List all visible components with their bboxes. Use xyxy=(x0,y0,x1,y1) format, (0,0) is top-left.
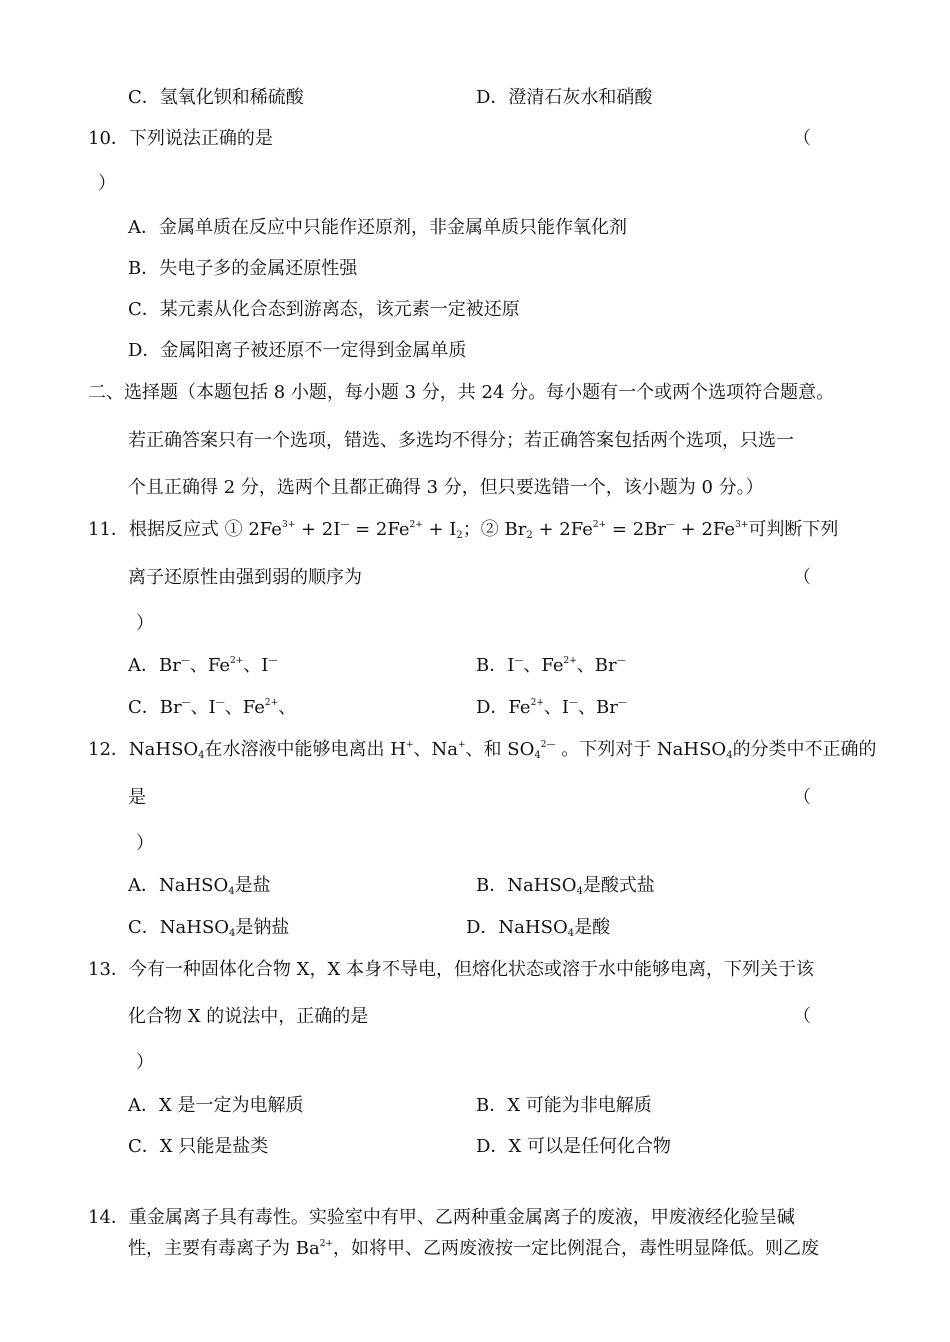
q12-option-c: C．NaHSO$_4$是钠盐 xyxy=(128,917,290,939)
q14-stem-line1: 14．重金属离子具有毒性。实验室中有甲、乙两种重金属离子的废液，甲废液经化验呈碱 xyxy=(88,1207,795,1228)
q11-paren-open: （ xyxy=(793,567,811,588)
q12-stem-line1: 12．NaHSO$_4$在水溶液中能够电离出 H+、Na+、和 $SO_4^{2—}$ 。下列对于 NaHSO$_4$的分类中不正确的 xyxy=(88,739,877,761)
q13-option-c: C．X 只能是盐类 xyxy=(128,1136,269,1157)
q10-option-a: A．金属单质在反应中只能作还原剂，非金属单质只能作氧化剂 xyxy=(128,217,627,238)
q14-stem-line2: 性，主要有毒离子为 $Ba^{2+}$，如将甲、乙两废液按一定比例混合，毒性明显降低。则乙废 xyxy=(128,1238,819,1259)
q13-option-b: B．X 可能为非电解质 xyxy=(476,1095,652,1116)
q10-paren-open: （ xyxy=(793,128,811,149)
q11-stem-line1: 11．根据反应式 ① $2Fe^{3+} + 2I^— = 2Fe^{2+} + I_2$；② $Br_2 + 2Fe^{2+} = 2Br^— + 2Fe^{3+}$可判断下列 xyxy=(88,519,839,541)
section2-heading-line1: 二、选择题（本题包括 8 小题，每小题 3 分，共 24 分。每小题有一个或两个选项符合题意。 xyxy=(88,382,835,403)
q13-paren-open: （ xyxy=(793,1006,811,1027)
section2-heading-line3: 个且正确得 2 分，选两个且都正确得 3 分，但只要选错一个，该小题为 0 分。） xyxy=(128,477,764,498)
q10-paren-close: ） xyxy=(98,173,116,194)
q10-option-c: C．某元素从化合态到游离态，该元素一定被还原 xyxy=(128,299,520,320)
q13-stem-line1: 13．今有一种固体化合物 X，X 本身不导电，但熔化状态或溶于水中能够电离，下列关于该 xyxy=(88,959,814,980)
q12-paren-open: （ xyxy=(793,787,811,808)
section2-heading-line2: 若正确答案只有一个选项，错选、多选均不得分；若正确答案包括两个选项，只选一 xyxy=(128,430,794,451)
q10-stem: 10．下列说法正确的是 xyxy=(88,128,273,149)
q12-option-d: D．NaHSO$_4$是酸 xyxy=(466,917,611,939)
q12-option-a: A．NaHSO$_4$是盐 xyxy=(128,875,271,897)
q11-option-c: C．Br—、I—、$Fe^{2+}$、 xyxy=(128,697,297,718)
q11-option-b: B．I—、$Fe^{2+}$、Br— xyxy=(476,655,626,676)
q9-option-d: D．澄清石灰水和硝酸 xyxy=(476,87,653,108)
q12-paren-close: ） xyxy=(136,833,154,854)
q11-paren-close: ） xyxy=(136,613,154,634)
q9-option-c: C．氢氧化钡和稀硫酸 xyxy=(128,87,304,108)
q11-option-d: D．$Fe^{2+}$、I—、Br— xyxy=(476,697,627,718)
q12-option-b: B．NaHSO$_4$是酸式盐 xyxy=(476,875,655,897)
q11-stem-line2: 离子还原性由强到弱的顺序为 xyxy=(128,567,362,588)
q10-option-d: D．金属阳离子被还原不一定得到金属单质 xyxy=(128,340,467,361)
q13-option-d: D．X 可以是任何化合物 xyxy=(476,1136,671,1157)
q13-option-a: A．X 是一定为电解质 xyxy=(128,1095,304,1116)
q12-stem-line2: 是 xyxy=(128,787,146,808)
q13-stem-line2: 化合物 X 的说法中，正确的是 xyxy=(128,1006,369,1027)
q13-paren-close: ） xyxy=(136,1052,154,1073)
q10-option-b: B．失电子多的金属还原性强 xyxy=(128,258,358,279)
q11-option-a: A．Br—、$Fe^{2+}$、I— xyxy=(128,655,278,676)
